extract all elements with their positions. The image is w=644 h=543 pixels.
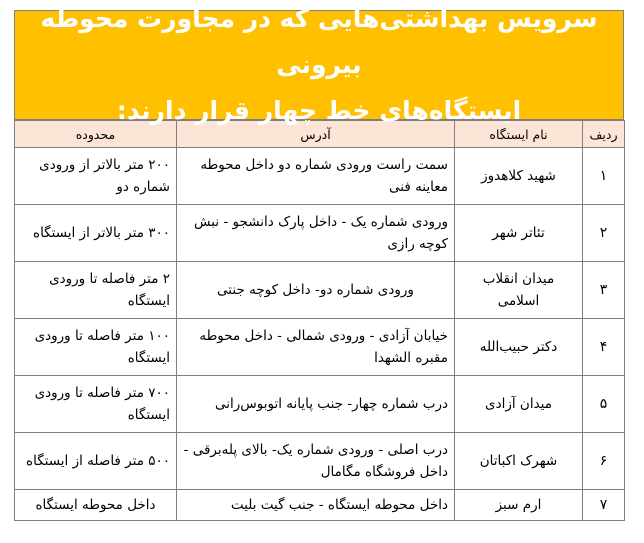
header-station: نام ایستگاه [455,121,583,148]
station-name: میدان آزادی [455,376,583,433]
row-number: ۳ [583,262,625,319]
table-row [15,319,625,376]
address-cell: درب شماره چهار- جنب پایانه اتوبوس‌رانی [177,376,455,433]
row-number: ۴ [583,319,625,376]
table-row [15,205,625,262]
header-row-no: ردیف [583,121,625,148]
row-number: ۵ [583,376,625,433]
station-name: میدان انقلاب اسلامی [455,262,583,319]
table-row [15,490,625,521]
header-address: آدرس [177,121,455,148]
address-cell: ورودی شماره دو- داخل کوچه جنتی [177,262,455,319]
address-cell: سمت راست ورودی شماره دو داخل محوطه معاینه فنی [177,148,455,205]
table-row [15,376,625,433]
header-range: محدوده [15,121,177,148]
document-body [14,4,624,521]
station-name: ارم سبز [455,490,583,521]
title-banner [14,4,624,125]
row-number: ۷ [583,490,625,521]
range-cell: ۱۰۰ متر فاصله تا ورودی ایستگاه [15,319,177,376]
address-cell: درب اصلی - ورودی شماره یک- بالای پله‌برقی - داخل فروشگاه مگامال [177,433,455,490]
table-row [15,148,625,205]
row-number: ۲ [583,205,625,262]
table-row [15,262,625,319]
range-cell: ۳۰۰ متر بالاتر از ایستگاه [15,205,177,262]
range-cell: ۵۰۰ متر فاصله از ایستگاه [15,433,177,490]
address-cell: ورودی شماره یک - داخل پارک دانشجو - نبش کوچه رازی [177,205,455,262]
address-cell: خیابان آزادی - ورودی شمالی - داخل محوطه مقبره الشهدا [177,319,455,376]
range-cell: داخل محوطه ایستگاه [15,490,177,521]
range-cell: ۲ متر فاصله تا ورودی ایستگاه [15,262,177,319]
range-cell: ۷۰۰ متر فاصله تا ورودی ایستگاه [15,376,177,433]
row-number: ۱ [583,148,625,205]
title-line-1: سرویس بهداشتی‌هایی که در مجاورت محوطه بیرونی [40,4,598,79]
range-cell: ۲۰۰ متر بالاتر از ورودی شماره دو [15,148,177,205]
table-row [15,433,625,490]
station-name: دکتر حبیب‌الله [455,319,583,376]
station-name: تئاتر شهر [455,205,583,262]
row-number: ۶ [583,433,625,490]
address-cell: داخل محوطه ایستگاه - جنب گیت بلیت [177,490,455,521]
station-name: شهرک اکباتان [455,433,583,490]
restroom-table [14,120,625,521]
title-line-2: ایستگاه‌های خط چهار قرار دارند: [116,96,522,125]
station-name: شهید کلاهدوز [455,148,583,205]
